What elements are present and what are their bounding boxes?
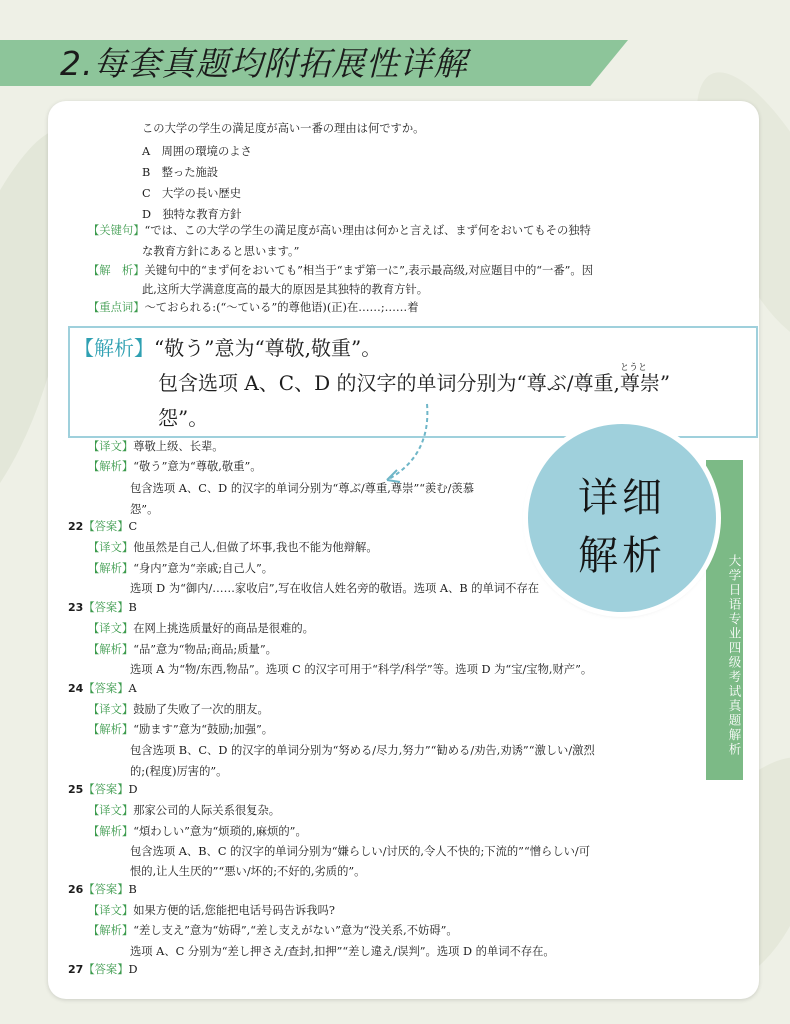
callout-text-1: “敬う”意为“尊敬,敬重”。: [154, 336, 382, 360]
section-tag: 【译文】: [88, 622, 134, 635]
line-text: B: [128, 601, 137, 614]
line-text: “励ます”意为“鼓励;加强”。: [133, 723, 274, 736]
line-text: “品”意为“物品;商品;质量”。: [133, 643, 277, 656]
section-tag: 【答案】: [83, 883, 129, 896]
document-line: [68, 683, 137, 694]
line-text: 怨”。: [130, 503, 159, 516]
section-tag: 【译文】: [88, 904, 134, 917]
document-line: [68, 602, 137, 613]
section-tag: 【解 析】: [88, 264, 145, 277]
document-line: [88, 542, 378, 553]
section-tag: 【答案】: [83, 601, 129, 614]
document-line: [130, 745, 595, 756]
section-tag: 【译文】: [88, 440, 134, 453]
document-line: [130, 504, 158, 515]
bubble-line-1: 详细: [578, 475, 666, 521]
document-line: [142, 146, 252, 157]
section-tag: 【译文】: [88, 804, 134, 817]
question-number: 22: [68, 520, 84, 533]
line-text: “では、この大学の学生の満足度が高い理由は何かと言えば、まず何をおいてもその独特: [144, 224, 591, 237]
side-tab: 大学日语专业四级考试真题解析: [706, 460, 743, 780]
line-text: 选项 A 为“物/东西,物品”。选项 C 的汉字可用于“科学/科学”等。选项 D 为“宝/宝物,财产”。: [130, 663, 593, 676]
line-text: “煩わしい”意为“烦琐的,麻烦的”。: [133, 825, 307, 838]
line-text: この大学の学生の満足度が高い一番の理由は何ですか。: [142, 122, 425, 135]
document-line: [130, 766, 227, 777]
line-text: D: [128, 783, 138, 796]
document-line: [68, 884, 137, 895]
document-line: [130, 583, 539, 594]
document-line: [88, 644, 277, 655]
document-line: [88, 563, 273, 574]
line-text: B: [128, 883, 137, 896]
section-tag: 【关键句】: [88, 224, 145, 237]
line-text: “差し支え”意为“妨碍”,“差し支えがない”意为“没关系,不妨碍”。: [133, 924, 458, 937]
section-tag: 【译文】: [88, 703, 134, 716]
line-text: D: [128, 963, 138, 976]
section-tag: 【解析】: [88, 562, 134, 575]
line-text: D 独特な教育方針: [142, 208, 242, 221]
line-text: “敬う”意为“尊敬,敬重”。: [133, 460, 262, 473]
section-tag: 【解析】: [88, 460, 134, 473]
document-line: [88, 925, 458, 936]
line-text: 恨的,让人生厌的”“悪い/坏的;不好的,劣质的”。: [130, 865, 366, 878]
callout-line-2: 包含选项 A、C、D 的汉字的单词分别为“尊ぶ/尊重,尊崇”: [158, 371, 671, 395]
document-line: [142, 284, 428, 295]
line-text: 尊敬上级、长辈。: [133, 440, 224, 453]
question-number: 27: [68, 963, 84, 976]
line-text: B 整った施設: [142, 166, 219, 179]
document-line: [88, 905, 335, 916]
document-line: [88, 623, 314, 634]
line-text: A 周囲の環境のよさ: [142, 145, 252, 158]
line-text: 选项 A、C 分别为“差し押さえ/查封,扣押”“差し違え/误判”。选项 D 的单词不存在。: [130, 945, 555, 958]
line-text: 包含选项 B、C、D 的汉字的单词分别为“努める/尽力,努力”“勧める/劝告,劝诱”“激しい/激烈: [130, 744, 595, 757]
highlight-bubble: [528, 424, 716, 612]
line-text: C: [128, 520, 138, 533]
document-line: [130, 946, 555, 957]
callout-tag: 【解析】: [74, 336, 154, 360]
document-line: [88, 461, 262, 472]
document-line: [130, 866, 365, 877]
line-text: 包含选项 A、B、C 的汉字的单词分别为“嫌らしい/讨厌的,令人不快的;下流的”“憎らしい/可: [130, 845, 591, 858]
question-number: 24: [68, 682, 84, 695]
arrow-icon: [375, 400, 435, 490]
line-text: 包含选项 A、C、D 的汉字的单词分别为“尊ぶ/尊重,尊崇”“羨む/羡慕: [130, 482, 474, 495]
question-number: 23: [68, 601, 84, 614]
document-line: [68, 521, 137, 532]
section-tag: 【答案】: [83, 682, 129, 695]
document-line: [142, 209, 241, 220]
document-line: [88, 805, 280, 816]
document-line: [88, 724, 273, 735]
line-text: C 大学の長い歴史: [142, 187, 242, 200]
section-tag: 【答案】: [83, 520, 129, 533]
section-tag: 【重点词】: [88, 301, 145, 314]
question-number: 26: [68, 883, 84, 896]
document-line: [88, 441, 224, 452]
line-text: ～ておられる:(“～ている”的尊他语)(正)在……;……着: [144, 301, 419, 314]
document-line: [130, 664, 592, 675]
document-line: [88, 704, 269, 715]
document-line: [68, 964, 138, 975]
line-text: 他虽然是自己人,但做了坏事,我也不能为他辩解。: [133, 541, 378, 554]
line-text: “身内”意为“亲戚;自己人”。: [133, 562, 274, 575]
document-line: [88, 826, 307, 837]
document-line: [88, 225, 591, 236]
section-tag: 【答案】: [83, 963, 129, 976]
document-line: [68, 784, 138, 795]
document-line: [88, 265, 593, 276]
line-text: 此,这所大学满意度高的最大的原因是其独特的教育方针。: [142, 283, 429, 296]
line-text: 选项 D 为“御内/……家收启”,写在收信人姓名旁的敬语。选项 A、B 的单词不存在: [130, 582, 540, 595]
line-text: A: [128, 682, 137, 695]
document-line: [88, 302, 419, 313]
line-text: 的;(程度)厉害的”。: [130, 765, 228, 778]
document-line: [142, 246, 299, 257]
callout-line-1: [74, 338, 381, 358]
section-tag: 【解析】: [88, 924, 134, 937]
section-tag: 【解析】: [88, 643, 134, 656]
section-tag: 【解析】: [88, 825, 134, 838]
line-text: 关键句中的“まず何をおいても”相当于“まず第一に”,表示最高级,对应题目中的“一番”。因: [144, 264, 594, 277]
question-number: 25: [68, 783, 84, 796]
line-text: 如果方便的话,您能把电话号码告诉我吗?: [133, 904, 335, 917]
section-tag: 【解析】: [88, 723, 134, 736]
document-line: [142, 167, 218, 178]
line-text: 那家公司的人际关系很复杂。: [133, 804, 281, 817]
document-line: [142, 123, 424, 134]
callout-line-3: 怨”。: [158, 406, 209, 430]
document-line: [130, 846, 590, 857]
document-line: [142, 188, 241, 199]
furigana: とうと: [620, 363, 648, 373]
section-tag: 【答案】: [83, 783, 129, 796]
line-text: な教育方針にあると思います。”: [142, 245, 300, 258]
line-text: 鼓励了失败了一次的朋友。: [133, 703, 269, 716]
line-text: 在网上挑选质量好的商品是很难的。: [133, 622, 314, 635]
section-tag: 【译文】: [88, 541, 134, 554]
bubble-line-2: 解析: [578, 533, 666, 579]
page-title: 2.每套真题均附拓展性详解: [60, 44, 468, 83]
